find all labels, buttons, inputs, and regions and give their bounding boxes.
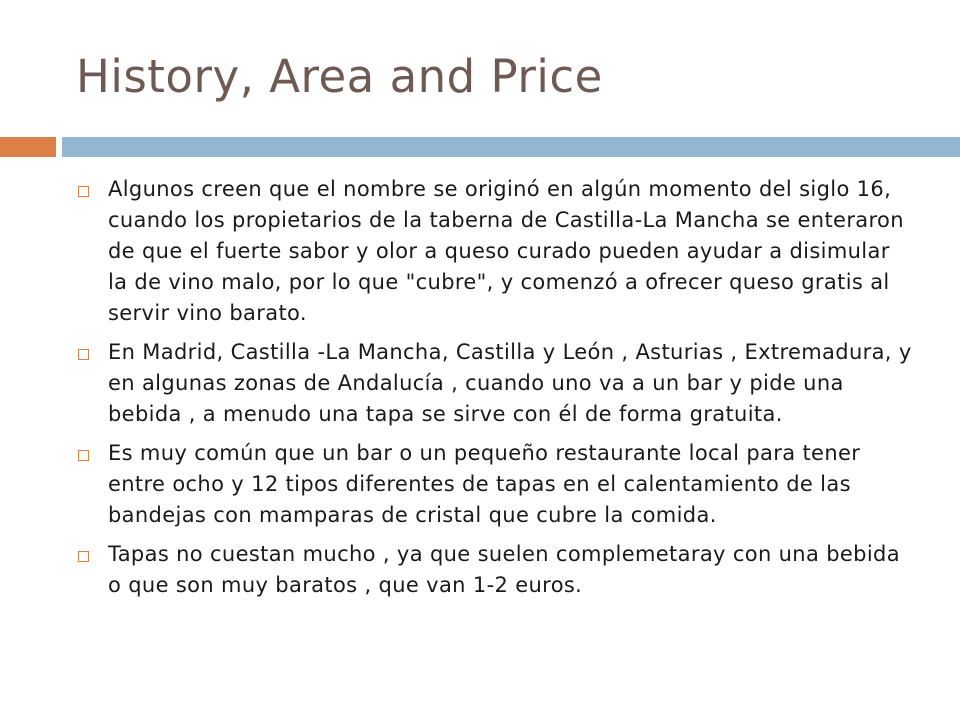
slide-title: History, Area and Price xyxy=(76,50,603,103)
bullet-text: Algunos creen que el nombre se originó en algún momento del siglo 16, cuando los propietarios de la taberna de Castilla-La Mancha se enteraron de que el fuerte sabor y olor a queso curado pueden ayudar a disimular la de vino malo, por lo que "cubre", y comenzó a ofrecer queso gratis al servir vino barato. xyxy=(108,177,904,325)
bullet-text: Tapas no cuestan mucho , ya que suelen complemetaray con una bebida o que son muy baratos , que van 1-2 euros. xyxy=(108,542,900,597)
bullet-item xyxy=(76,337,916,430)
square-bullet-icon xyxy=(78,450,89,461)
accent-bar-orange xyxy=(0,137,56,157)
square-bullet-icon xyxy=(78,349,89,360)
square-bullet-icon xyxy=(78,551,89,562)
bullet-item xyxy=(76,539,916,601)
bullet-list xyxy=(76,174,916,609)
bullet-item xyxy=(76,438,916,531)
bullet-item xyxy=(76,174,916,329)
accent-bar-blue xyxy=(62,137,960,157)
square-bullet-icon xyxy=(78,186,89,197)
bullet-text: En Madrid, Castilla -La Mancha, Castilla y León , Asturias , Extremadura, y en algunas zonas de Andalucía , cuando uno va a un bar y pide una bebida , a menudo una tapa se sirve con él de forma gratuita. xyxy=(108,340,912,426)
bullet-text: Es muy común que un bar o un pequeño restaurante local para tener entre ocho y 12 tipos diferentes de tapas en el calentamiento de las bandejas con mamparas de cristal que cubre la comida. xyxy=(108,441,861,527)
